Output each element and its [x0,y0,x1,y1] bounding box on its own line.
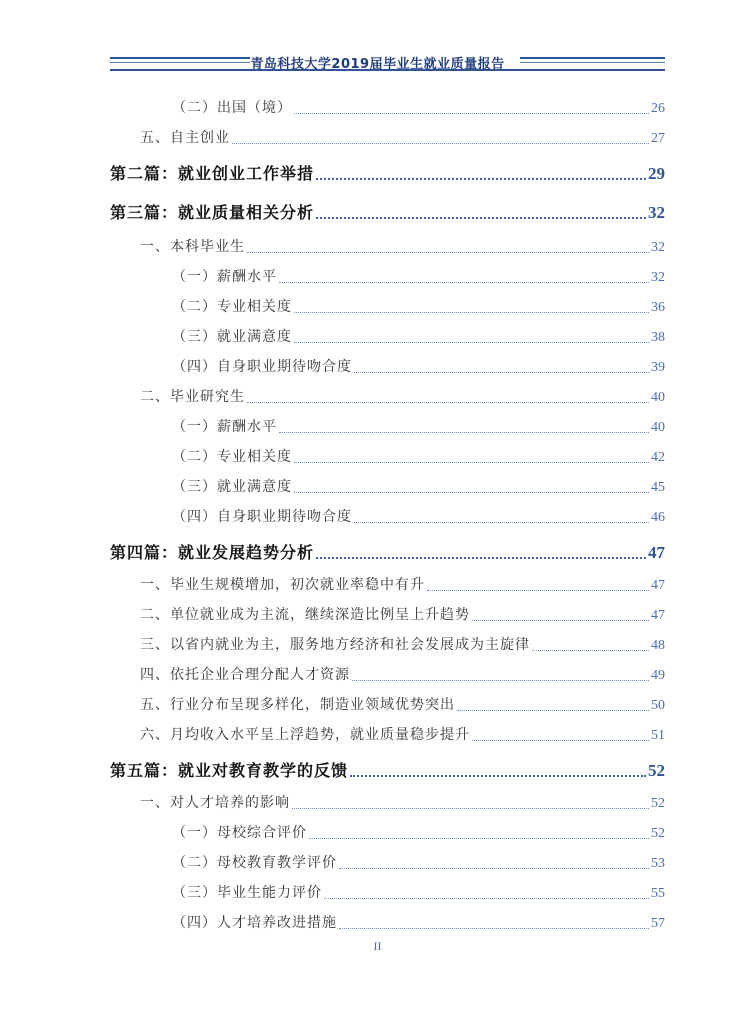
toc-entry-label: 一、毕业生规模增加，初次就业率稳中有升 [140,577,425,593]
toc-entry-page: 42 [651,450,665,465]
toc-dot-leader [279,431,649,433]
toc-entry-label: 五、自主创业 [140,130,230,146]
toc-entry[interactable] [140,792,665,812]
toc-entry-label: （三）毕业生能力评价 [172,885,322,901]
toc-dot-leader [339,927,649,929]
toc-entry-page: 53 [651,856,665,871]
toc-entry-page: 40 [651,420,665,435]
toc-dot-leader [279,281,649,283]
toc-entry[interactable] [110,161,665,184]
toc-entry[interactable] [140,664,665,684]
toc-entry[interactable] [140,386,665,406]
toc-entry[interactable] [172,506,665,526]
toc-entry[interactable] [172,822,665,842]
toc-entry-page: 52 [651,796,665,811]
header-title: 青岛科技大学2019届毕业生就业质量报告 [250,57,505,72]
toc-entry-label: 第四篇：就业发展趋势分析 [110,543,315,562]
toc-dot-leader [316,177,646,180]
toc-entry-page: 52 [651,826,665,841]
toc-entry[interactable] [172,296,665,316]
toc-entry[interactable] [140,694,665,714]
toc-dot-leader [316,216,646,219]
toc-entry-label: 四、依托企业合理分配人才资源 [140,667,350,683]
toc-entry-label: 三、以省内就业为主，服务地方经济和社会发展成为主旋律 [140,637,530,653]
toc-entry-page: 55 [651,886,665,901]
toc-entry-label: 第二篇：就业创业工作举措 [110,164,315,183]
toc-entry[interactable] [172,356,665,376]
toc-entry-page: 39 [651,360,665,375]
toc-entry-label: （一）薪酬水平 [172,269,277,285]
toc-entry-page: 36 [651,300,665,315]
toc-entry-label: 六、月均收入水平呈上浮趋势，就业质量稳步提升 [140,727,470,743]
toc-entry-label: （三）就业满意度 [172,329,292,345]
toc-dot-leader [232,142,649,144]
toc-dot-leader [350,774,646,777]
page-number: II [373,939,382,953]
toc-entry-page: 51 [651,728,665,743]
toc-dot-leader [354,521,649,523]
toc-dot-leader [316,556,646,559]
toc-entry[interactable] [172,852,665,872]
toc-entry-label: （二）出国（境） [172,100,292,116]
toc-entry[interactable] [172,266,665,286]
toc-entry-label: 第三篇：就业质量相关分析 [110,203,315,222]
toc-dot-leader [294,311,649,313]
toc-entry-label: （四）人才培养改进措施 [172,915,337,931]
toc-entry[interactable] [140,634,665,654]
toc-entry[interactable] [110,200,665,223]
toc-entry[interactable] [140,127,665,147]
toc-entry[interactable] [172,446,665,466]
toc-entry-page: 45 [651,480,665,495]
toc-dot-leader [354,371,649,373]
toc-entry[interactable] [172,97,665,117]
toc-entry[interactable] [140,236,665,256]
toc-entry-page: 47 [648,543,665,562]
toc-entry[interactable] [172,326,665,346]
toc-entry[interactable] [140,574,665,594]
toc-dot-leader [324,897,649,899]
toc-entry-label: （二）专业相关度 [172,299,292,315]
toc-entry[interactable] [172,416,665,436]
toc-dot-leader [427,589,649,591]
toc-entry-page: 57 [651,916,665,931]
toc-dot-leader [352,679,649,681]
toc-entry-label: 二、毕业研究生 [140,389,245,405]
toc-entry-label: （二）母校教育教学评价 [172,855,337,871]
toc-entry-page: 29 [648,164,665,183]
toc-entry-label: 五、行业分布呈现多样化，制造业领域优势突出 [140,697,455,713]
toc-entry-page: 50 [651,698,665,713]
toc-entry[interactable] [110,540,665,563]
toc-entry-page: 46 [651,510,665,525]
toc-entry-page: 32 [651,240,665,255]
toc-entry-label: 第五篇：就业对教育教学的反馈 [110,761,349,780]
toc-entry-page: 48 [651,638,665,653]
toc-entry-page: 27 [651,131,665,146]
toc-entry[interactable] [172,912,665,932]
toc-entry-page: 40 [651,390,665,405]
toc-entry[interactable] [140,604,665,624]
toc-entry-page: 38 [651,330,665,345]
toc-dot-leader [247,251,649,253]
toc-entry-page: 52 [648,761,665,780]
toc-dot-leader [294,112,649,114]
toc-entry-label: （四）自身职业期待吻合度 [172,509,352,525]
toc-entry-label: （二）专业相关度 [172,449,292,465]
toc-entry-page: 26 [651,101,665,116]
toc-dot-leader [294,491,649,493]
toc-entry[interactable] [140,724,665,744]
toc-dot-leader [247,401,649,403]
toc-entry-label: 一、对人才培养的影响 [140,795,290,811]
toc-entry-page: 47 [651,578,665,593]
toc-entry[interactable] [110,758,665,781]
toc-entry-page: 32 [648,203,665,222]
toc-entry-label: （四）自身职业期待吻合度 [172,359,352,375]
toc-entry-label: （一）母校综合评价 [172,825,307,841]
toc-entry-page: 47 [651,608,665,623]
toc-entry-label: （一）薪酬水平 [172,419,277,435]
toc-entry-page: 32 [651,270,665,285]
toc-entry-label: 二、单位就业成为主流，继续深造比例呈上升趋势 [140,607,470,623]
toc-entry-label: 一、本科毕业生 [140,239,245,255]
toc-dot-leader [294,341,649,343]
toc-entry[interactable] [172,476,665,496]
toc-dot-leader [532,649,649,651]
toc-dot-leader [339,867,649,869]
toc-dot-leader [472,739,649,741]
toc-entry[interactable] [172,882,665,902]
toc-dot-leader [309,837,649,839]
toc-dot-leader [292,807,649,809]
toc-dot-leader [294,461,649,463]
toc-dot-leader [472,619,649,621]
toc-entry-page: 49 [651,668,665,683]
toc-entry-label: （三）就业满意度 [172,479,292,495]
toc-dot-leader [457,709,649,711]
